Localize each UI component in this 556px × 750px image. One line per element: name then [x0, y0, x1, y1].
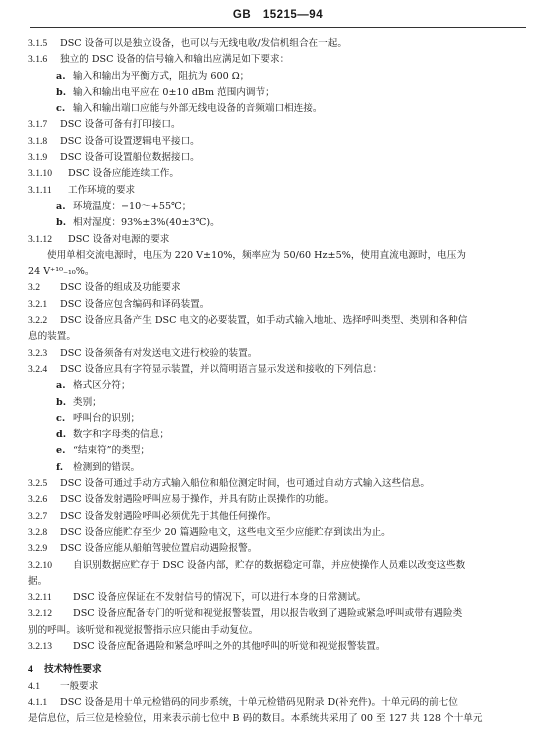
list-item: e. “结束符”的类型； — [56, 445, 150, 457]
paragraph-line: 使用单相交流电源时，电压为 220 V±10%，频率应为 50/60 Hz±5%，使用直流电源时，电压为 — [47, 249, 466, 261]
document-body — [28, 36, 528, 727]
clause-3-2-10: 3.2.10 自识别数据应贮存于 DSC 设备内部，贮存的数据稳定可靠，并应使操作人员难以改变这些数 — [28, 559, 466, 571]
standard-prefix: GB — [232, 9, 252, 21]
clause-3-2-4: 3.2.4 DSC 设备应具有字符显示装置，并以简明语言显示发送和接收的下列信息： — [28, 363, 383, 375]
clause-3-1-9: 3.1.9 DSC 设备可设置船位数据接口。 — [28, 152, 200, 164]
clause-3-1-10: 3.1.10 DSC 设备应能连续工作。 — [28, 168, 179, 180]
list-item: f. 检测到的错误。 — [56, 461, 141, 473]
list-item: d. 数字和字母类的信息； — [56, 429, 169, 441]
section-3-2: 3.2 DSC 设备的组成及功能要求 — [28, 282, 181, 294]
list-item: a. 环境温度：−10～+55℃； — [56, 200, 192, 212]
clause-3-1-7: 3.1.7 DSC 设备可备有打印接口。 — [28, 119, 181, 131]
clause-3-2-1: 3.2.1 DSC 设备应包含编码和译码装置。 — [28, 298, 210, 310]
clause-3-2-3: 3.2.3 DSC 设备须备有对发送电文进行校验的装置。 — [28, 347, 258, 359]
section-heading-4: 4 技术特性要求 — [28, 664, 102, 676]
clause-3-2-12: 3.2.12 DSC 设备应配备专门的听觉和视觉报警装置，用以报告收到了遇险或紧急呼叫或带有遇险类 — [28, 608, 463, 620]
paragraph-line: 息的装置。 — [28, 331, 76, 343]
page-header — [0, 9, 556, 21]
list-item: b. 输入和输出电平应在 0±10 dBm 范围内调节； — [56, 86, 275, 98]
list-item: b. 类别； — [56, 396, 102, 408]
clause-3-2-11: 3.2.11 DSC 设备应保证在不发射信号的情况下，可以进行本身的日常测试。 — [28, 592, 367, 604]
paragraph-line: 24 V⁺¹⁰₋₁₀%。 — [28, 266, 95, 278]
section-4-1: 4.1 一般要求 — [28, 680, 99, 692]
list-item: a. 输入和输出为平衡方式，阻抗为 600 Ω； — [56, 70, 250, 82]
clause-3-2-5: 3.2.5 DSC 设备可通过手动方式输入船位和船位测定时间，也可通过自动方式输入这些信息。 — [28, 478, 431, 490]
clause-3-1-12: 3.1.12 DSC 设备对电源的要求 — [28, 233, 170, 245]
list-item: b. 相对湿度：93%±3%(40±3℃)。 — [56, 217, 220, 229]
clause-3-2-2: 3.2.2 DSC 设备应具备产生 DSC 电文的必要装置，如手动式输入地址、选择呼叫类型、类别和各种信 — [28, 315, 468, 327]
paragraph-line: 是信息位，后三位是检验位，用来表示前七位中 B 码的数目。本系统共采用了 00 至 127 共 128 个十单元 — [28, 713, 483, 725]
list-item: c. 输入和输出端口应能与外部无线电设备的音频端口相连接。 — [56, 103, 323, 115]
paragraph-line: 别的呼叫。该听觉和视觉报警指示应只能由手动复位。 — [28, 624, 259, 636]
clause-3-1-5: 3.1.5 DSC 设备可以是独立设备，也可以与无线电收/发信机组合在一起。 — [28, 38, 347, 49]
clause-3-1-8: 3.1.8 DSC 设备可设置逻辑电平接口。 — [28, 135, 200, 147]
list-item: c. 呼叫台的识别； — [56, 412, 141, 424]
standard-code: 15215—94 — [262, 9, 324, 21]
clause-3-2-6: 3.2.6 DSC 设备发射遇险呼叫应易于操作，并具有防止误操作的功能。 — [28, 494, 335, 506]
clause-4-1-1: 4.1.1 DSC 设备是用十单元检错码的同步系统，十单元检错码见附录 D(补充件)。十单元码的前七位 — [28, 696, 458, 708]
list-item: a. 格式区分符； — [56, 380, 131, 392]
clause-3-2-7: 3.2.7 DSC 设备发射遇险呼叫必须优先于其他任何操作。 — [28, 510, 277, 522]
paragraph-line: 据。 — [28, 575, 48, 587]
clause-3-2-8: 3.2.8 DSC 设备应能贮存至少 20 篇遇险电文，这些电文至少应能贮存到读出为止。 — [28, 526, 391, 538]
clause-3-1-6: 3.1.6 独立的 DSC 设备的信号输入和输出应满足如下要求： — [28, 54, 290, 66]
clause-3-2-9: 3.2.9 DSC 设备应能从船舶驾驶位置启动遇险报警。 — [28, 543, 258, 555]
clause-3-1-11: 3.1.11 工作环境的要求 — [28, 184, 136, 196]
header-rule — [30, 27, 526, 28]
clause-3-2-13: 3.2.13 DSC 设备应配备遇险和紧急呼叫之外的其他呼叫的听觉和视觉报警装置。 — [28, 640, 386, 652]
